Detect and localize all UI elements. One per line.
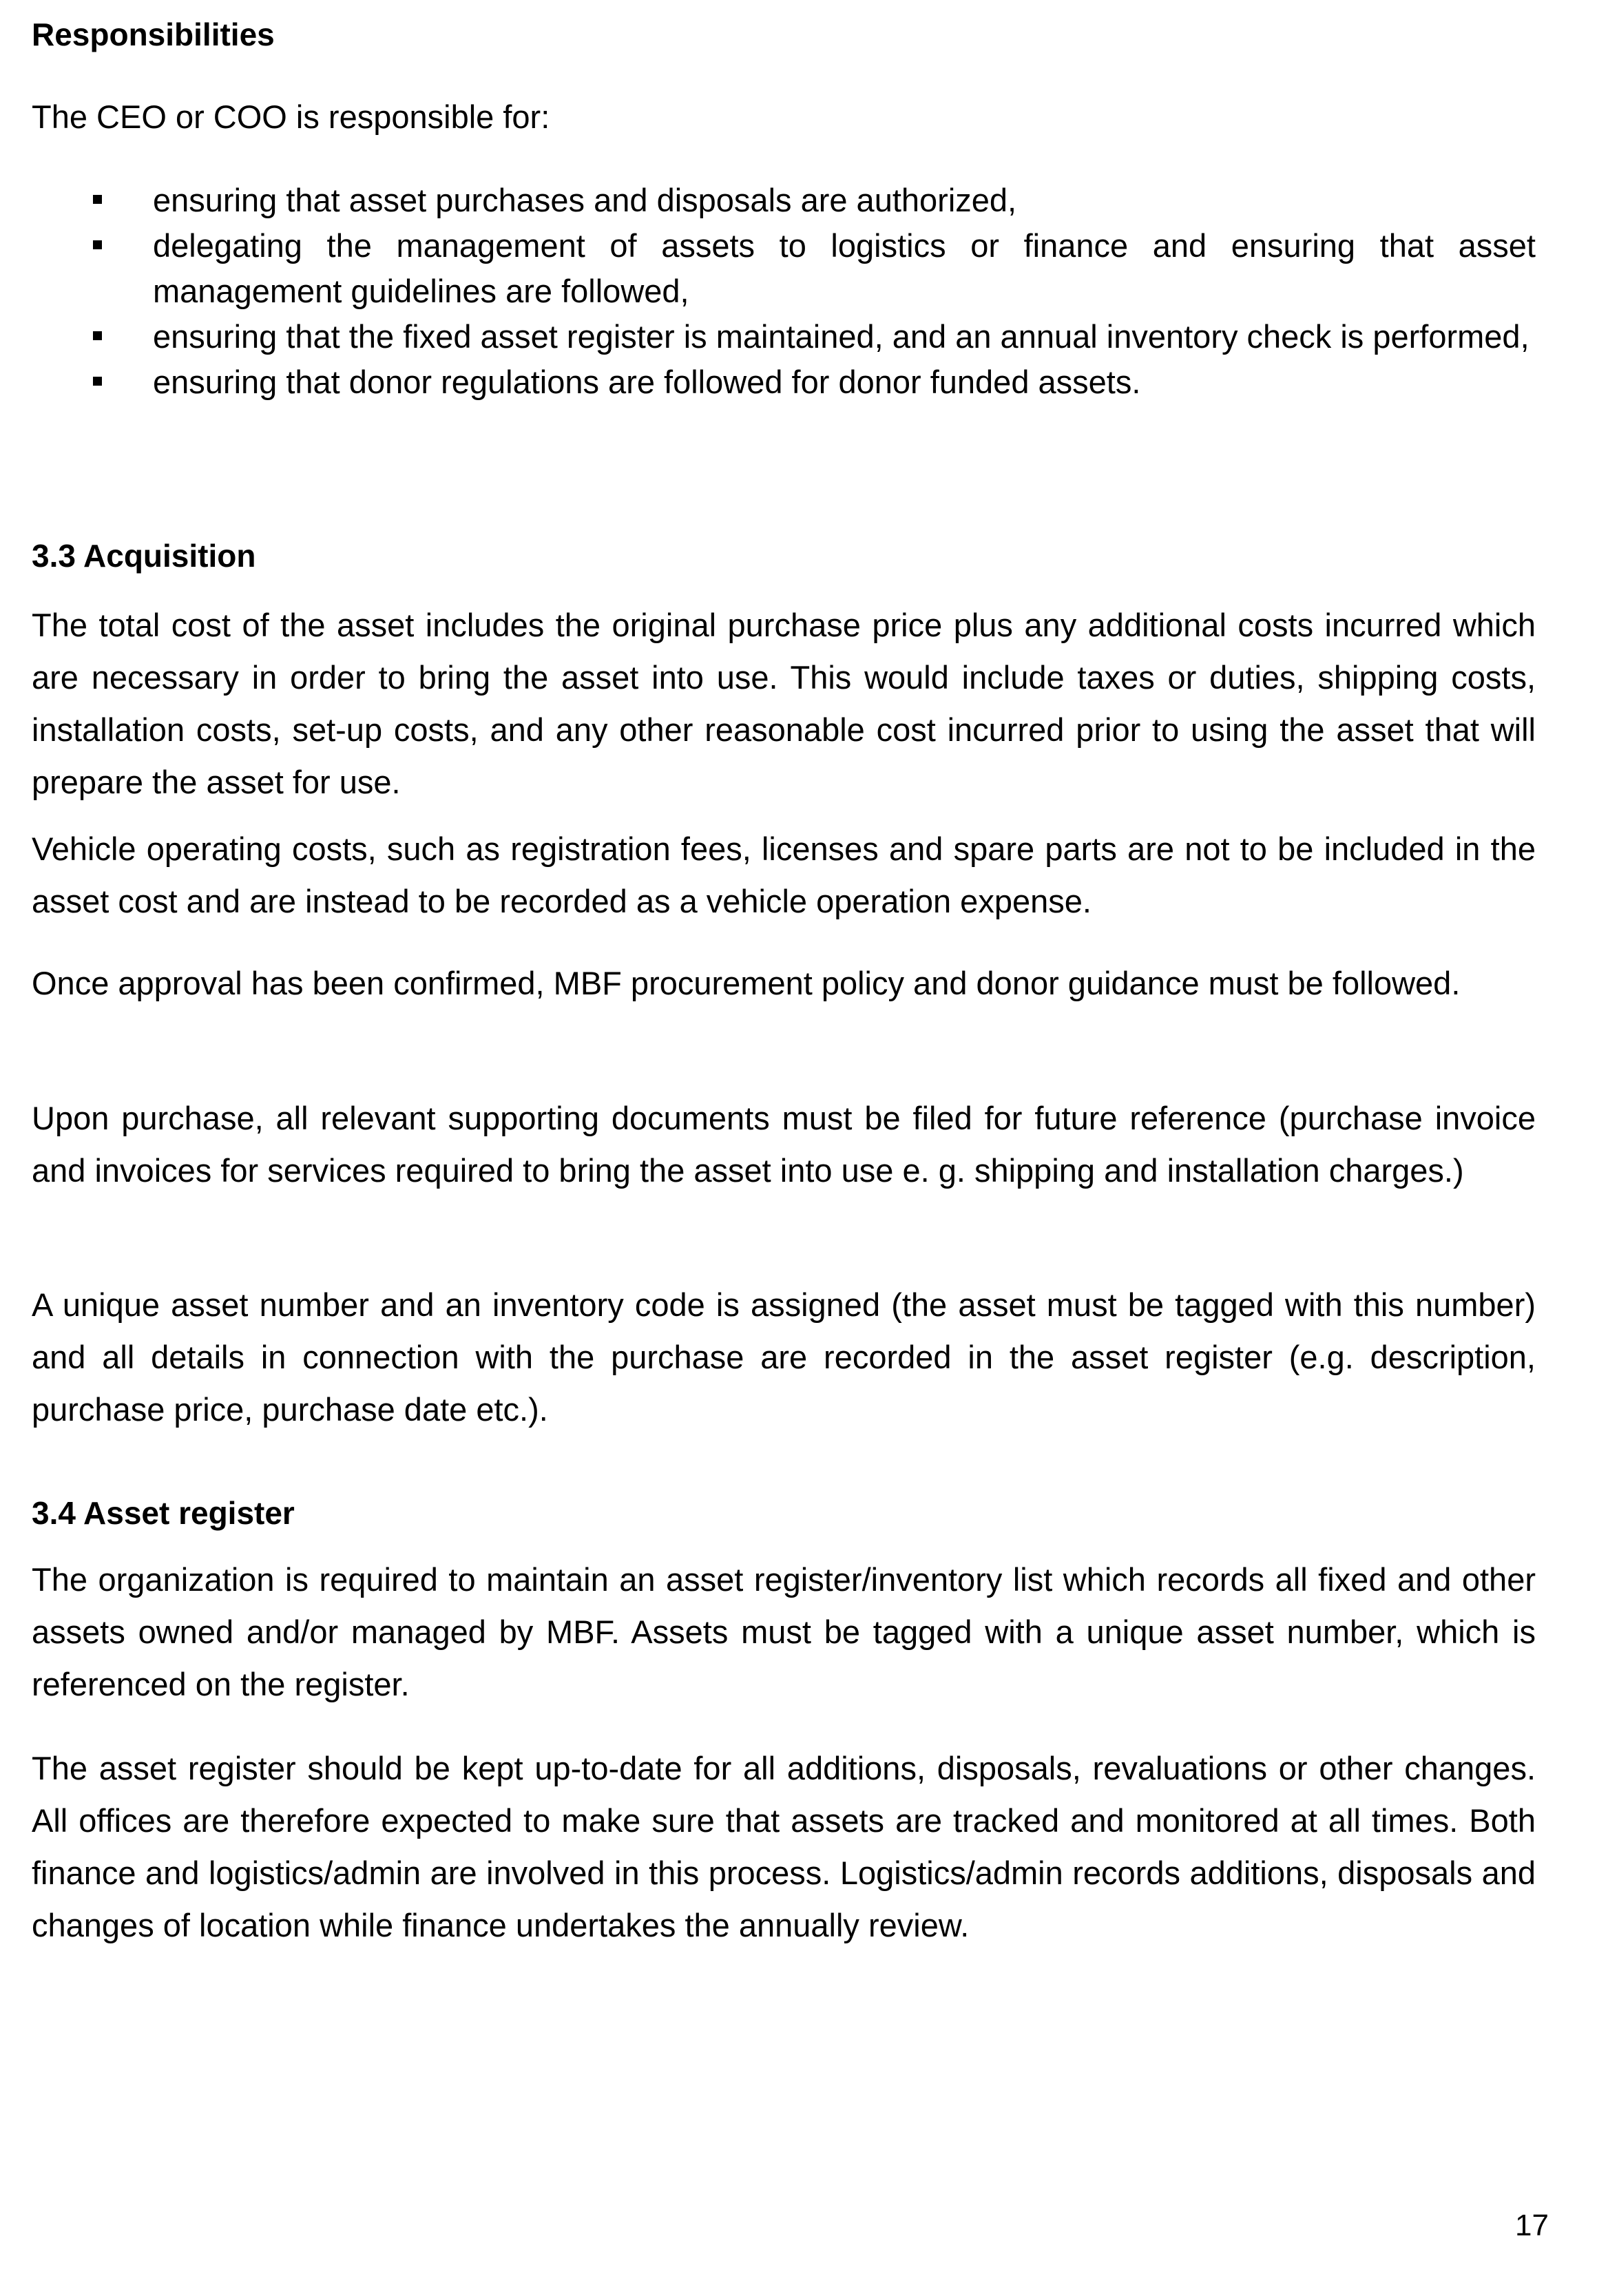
responsibilities-heading: Responsibilities <box>32 17 275 52</box>
list-item <box>32 314 1536 359</box>
square-bullet-icon <box>93 331 102 340</box>
asset-register-heading: 3.4 Asset register <box>32 1495 295 1531</box>
acquisition-paragraph: The total cost of the asset includes the original purchase price plus any additional costs incurred which are necessary in order to bring the asset into use. This would include taxes or duties, shipping costs, installation costs, set-up costs, and any other reasonable cost incurred prior to using the asset that will prepare the asset for use. <box>32 607 1536 800</box>
asset-register-paragraph: The organization is required to maintain an asset register/inventory list which records all fixed and other assets owned and/or managed by MBF. Assets must be tagged with a unique asset number, which is referenced on the register. <box>32 1561 1536 1702</box>
square-bullet-icon <box>93 377 102 386</box>
acquisition-paragraph: Upon purchase, all relevant supporting documents must be filed for future reference (purchase invoice and invoices for services required to bring the asset into use e. g. shipping and installation charges.) <box>32 1100 1536 1189</box>
list-item-text: delegating the management of assets to logistics or finance and ensuring that asset management guidelines are followed, <box>153 227 1536 309</box>
list-item <box>32 359 1536 405</box>
responsibilities-intro: The CEO or COO is responsible for: <box>32 98 550 135</box>
page-number: 17 <box>1515 2209 1549 2242</box>
acquisition-heading: 3.3 Acquisition <box>32 538 256 574</box>
list-item-text: ensuring that asset purchases and disposals are authorized, <box>153 182 1017 218</box>
square-bullet-icon <box>93 240 102 249</box>
list-item <box>32 178 1536 223</box>
list-item-text: ensuring that donor regulations are followed for donor funded assets. <box>153 364 1141 400</box>
responsibilities-list <box>32 178 1536 405</box>
list-item <box>32 223 1536 314</box>
square-bullet-icon <box>93 195 102 204</box>
list-item-text: ensuring that the fixed asset register is maintained, and an annual inventory check is performed, <box>153 318 1529 355</box>
acquisition-paragraph: A unique asset number and an inventory code is assigned (the asset must be tagged with this number) and all details in connection with the purchase are recorded in the asset register (e.g. description, purchase price, purchase date etc.). <box>32 1286 1536 1428</box>
acquisition-paragraph: Vehicle operating costs, such as registration fees, licenses and spare parts are not to be included in the asset cost and are instead to be recorded as a vehicle operation expense. <box>32 831 1536 919</box>
acquisition-paragraph: Once approval has been confirmed, MBF procurement policy and donor guidance must be followed. <box>32 965 1461 1001</box>
asset-register-paragraph: The asset register should be kept up-to-date for all additions, disposals, revaluations or other changes. All offices are therefore expected to make sure that assets are tracked and monitored at all times. Both finance and logistics/admin are involved in this process. Logistics/admin records additions, disposals and changes of location while finance undertakes the annually review. <box>32 1750 1536 1943</box>
